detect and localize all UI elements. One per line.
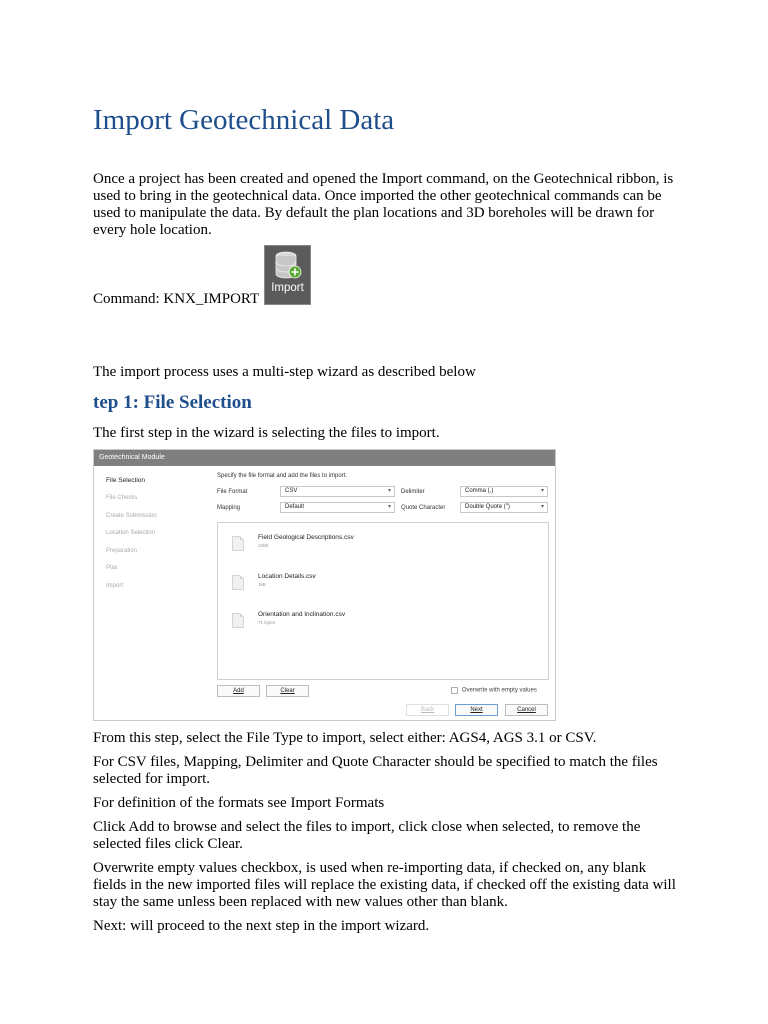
quote-character-select[interactable] bbox=[460, 502, 548, 513]
body-paragraph: Click Add to browse and select the files to import, click close when selected, to remove the selected files click Clear. bbox=[93, 819, 641, 852]
file-name: Location Details.csv bbox=[258, 573, 316, 580]
add-button[interactable]: Add bbox=[217, 685, 260, 697]
wizard-dialog bbox=[93, 449, 556, 721]
body-paragraph: For definition of the formats see Import Formats bbox=[93, 795, 385, 811]
body-paragraph: From this step, select the File Type to import, select either: AGS4, AGS 3.1 or CSV. bbox=[93, 730, 597, 746]
file-format-select[interactable] bbox=[280, 486, 395, 497]
file-size: 71 bytes bbox=[258, 620, 276, 625]
file-format-label: File Format bbox=[217, 489, 248, 495]
mapping-value: Default bbox=[285, 504, 305, 510]
nav-item-location-selection[interactable]: Location Selection bbox=[106, 530, 156, 536]
file-name: Field Geological Descriptions.csv bbox=[258, 534, 354, 541]
database-add-icon bbox=[274, 251, 302, 286]
nav-item-import[interactable]: Import bbox=[106, 583, 124, 589]
body-paragraph: Overwrite empty values checkbox, is used when re-importing data, if checked on, any blank fields in the new imported files will replace the existing data, if checked off the existing data will stay the same unless been replaced with new values other than blank. bbox=[93, 860, 676, 910]
list-item[interactable] bbox=[232, 533, 532, 555]
nav-item-plax[interactable]: Plax bbox=[106, 565, 118, 571]
nav-item-file-checks[interactable]: File Checks bbox=[106, 495, 138, 501]
next-button[interactable]: Next bbox=[455, 704, 498, 716]
delimiter-select[interactable] bbox=[460, 486, 548, 497]
file-size: 1kB bbox=[258, 582, 266, 587]
nav-item-create-submission[interactable]: Create Submission bbox=[106, 513, 157, 519]
chevron-down-icon: ▾ bbox=[540, 504, 544, 510]
import-button-label: Import bbox=[271, 282, 304, 294]
step-intro: The first step in the wizard is selecting the files to import. bbox=[93, 425, 440, 441]
quote-character-label: Quote Character bbox=[401, 505, 446, 511]
dialog-title: Geotechnical Module bbox=[94, 450, 555, 466]
mapping-label: Mapping bbox=[217, 505, 241, 511]
wizard-intro: The import process uses a multi-step wizard as described below bbox=[93, 364, 476, 380]
overwrite-label: Overwrite with empty values bbox=[461, 687, 537, 694]
file-icon bbox=[232, 536, 244, 551]
intro-paragraph: Once a project has been created and opened the Import command, on the Geotechnical ribbon, is used to bring in the geotechnical data. Once imported the other geotechnical commands can be used to manipulate the data. By default the plan locations and 3D boreholes will be drawn for every hole location. bbox=[93, 171, 674, 238]
cancel-button[interactable]: Cancel bbox=[505, 704, 548, 716]
file-size: 10kB bbox=[258, 543, 269, 548]
delimiter-value: Comma (,) bbox=[465, 488, 494, 494]
page-title: Import Geotechnical Data bbox=[93, 104, 395, 136]
overwrite-checkbox[interactable] bbox=[451, 687, 458, 694]
delimiter-label: Delimiter bbox=[401, 489, 425, 495]
file-icon bbox=[232, 613, 244, 628]
file-format-value: CSV bbox=[285, 488, 298, 494]
body-paragraph: For CSV files, Mapping, Delimiter and Quote Character should be specified to match the files selected for import. bbox=[93, 754, 658, 787]
file-name: Orientation and Inclination.csv bbox=[258, 611, 346, 618]
quote-character-value: Double Quote (") bbox=[465, 504, 510, 510]
file-list[interactable] bbox=[217, 522, 549, 680]
list-item[interactable] bbox=[232, 572, 532, 594]
clear-button[interactable]: Clear bbox=[266, 685, 309, 697]
back-button[interactable]: Back bbox=[406, 704, 449, 716]
instruction-text: Specify the file format and add the files to import. bbox=[217, 473, 348, 479]
mapping-select[interactable] bbox=[280, 502, 395, 513]
chevron-down-icon: ▾ bbox=[387, 488, 391, 494]
command-line: Command: KNX_IMPORT bbox=[93, 291, 260, 307]
nav-item-file-selection[interactable]: File Selection bbox=[106, 477, 146, 484]
step-heading: tep 1: File Selection bbox=[93, 392, 252, 413]
list-item[interactable] bbox=[232, 610, 532, 632]
overwrite-checkbox-row[interactable] bbox=[451, 687, 537, 694]
chevron-down-icon: ▾ bbox=[540, 488, 544, 494]
file-icon bbox=[232, 575, 244, 590]
body-paragraph: Next: will proceed to the next step in the import wizard. bbox=[93, 918, 430, 934]
nav-item-preparation[interactable]: Preparation bbox=[106, 548, 138, 554]
chevron-down-icon: ▾ bbox=[387, 504, 391, 510]
